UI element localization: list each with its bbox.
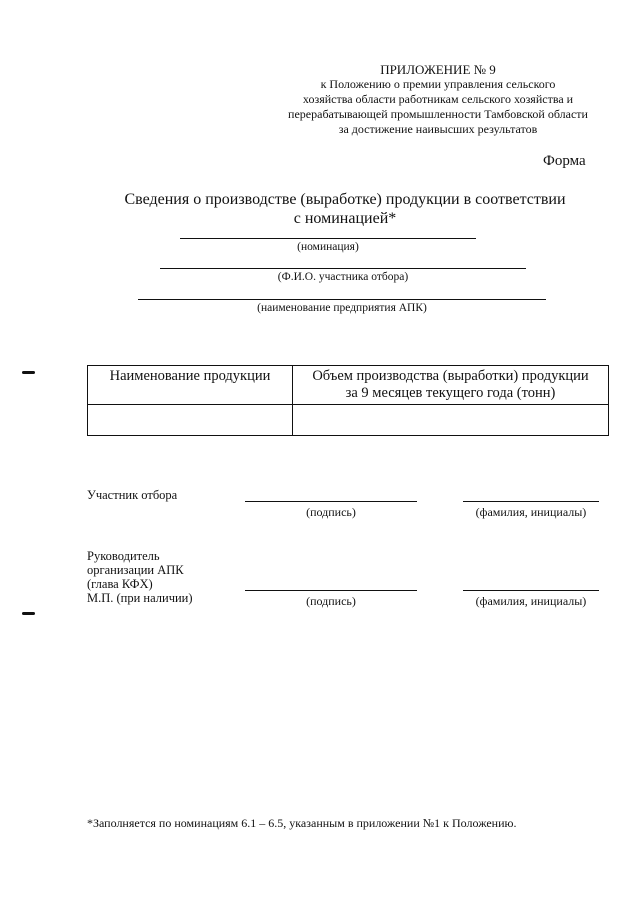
table-header-row [88,366,609,405]
participant-label: Участник отбора [87,488,178,502]
participant-name-line[interactable] [463,501,599,502]
annex-header [268,62,608,137]
head-name-line[interactable] [463,590,599,591]
participant-name-caption: (фамилия, инициалы) [475,505,587,519]
head-signature-caption: (подпись) [306,594,356,608]
participant-signature-caption: (подпись) [306,505,356,519]
margin-mark [22,612,35,615]
margin-mark [22,371,35,374]
form-label: Форма [543,153,586,169]
title-line: Сведения о производстве (выработке) продукции в соответствии [124,191,566,208]
annex-line: к Положению о премии управления сельского [320,77,556,91]
nomination-field-line[interactable] [180,238,476,239]
product-name-cell[interactable] [88,405,293,436]
enterprise-field-line[interactable] [138,299,546,300]
document-title [100,190,590,228]
participant-name-caption: (Ф.И.О. участника отбора) [277,271,409,283]
column-header-volume [293,366,609,405]
participant-signature-line[interactable] [245,501,417,502]
column-header-line: Объем производства (выработки) продукции [312,368,589,384]
production-table [87,365,609,436]
annex-line: хозяйства области работникам сельского хозяйства и [302,92,574,106]
enterprise-caption: (наименование предприятия АПК) [257,302,427,314]
head-label-line: организации АПК [87,563,184,577]
head-name-caption: (фамилия, инициалы) [475,594,587,608]
participant-name-field-line[interactable] [160,268,526,269]
column-header-line: за 9 месяцев текущего года (тонн) [345,385,556,401]
head-label-line: Руководитель [87,549,160,563]
stamp-label: М.П. (при наличии) [87,591,193,605]
footnote: *Заполняется по номинациям 6.1 – 6.5, указанным в приложении №1 к Положению. [87,816,517,830]
volume-cell[interactable] [293,405,609,436]
annex-line: перерабатывающей промышленности Тамбовской области [288,107,588,121]
title-line: с номинацией* [293,210,397,227]
column-header-product: Наименование продукции [88,366,293,405]
table-row [88,405,609,436]
head-label-line: (глава КФХ) [87,577,153,591]
annex-line: за достижение наивысших результатов [338,122,538,136]
nomination-caption: (номинация) [297,241,359,253]
head-signature-line[interactable] [245,590,417,591]
head-label [87,549,193,605]
annex-title: ПРИЛОЖЕНИЕ № 9 [380,62,496,77]
